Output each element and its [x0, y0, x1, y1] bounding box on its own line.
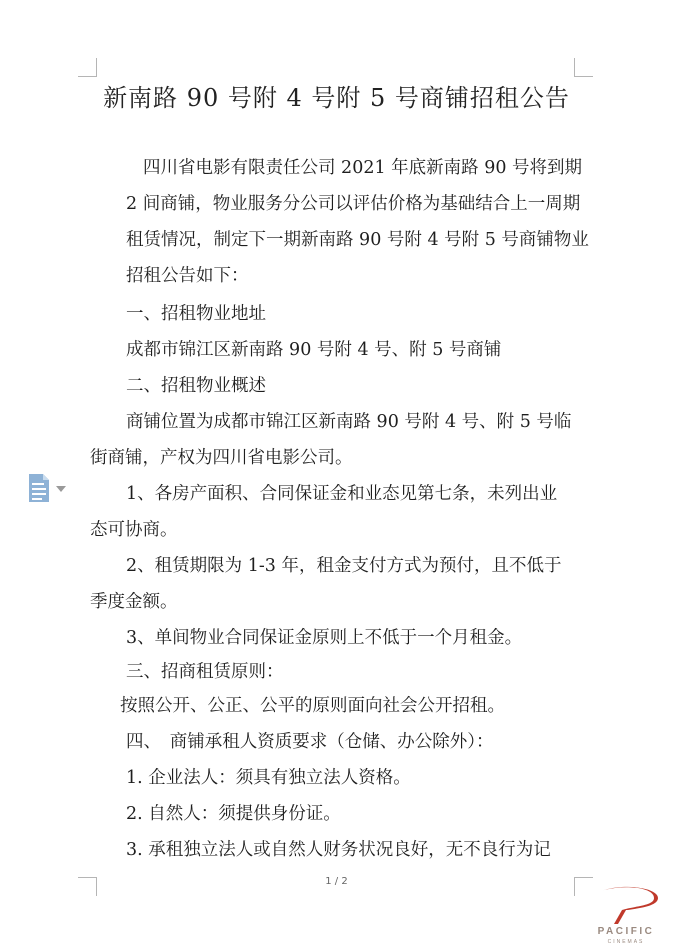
- body-line: 2、租赁期限为 1-3 年，租金支付方式为预付，且不低于: [126, 556, 562, 576]
- body-line: 四川省电影有限责任公司 2021 年底新南路 90 号将到期: [143, 158, 583, 178]
- body-line: 态可协商。: [90, 520, 178, 540]
- document-lines-icon[interactable]: [28, 470, 80, 506]
- body-line: 季度金额。: [90, 592, 178, 612]
- body-line: 1. 企业法人：须具有独立法人资格。: [126, 768, 411, 788]
- pacific-cinemas-logo: [584, 886, 668, 948]
- logo-tagline: CINEMAS: [607, 939, 645, 945]
- logo-wordmark: PACIFIC: [597, 926, 655, 937]
- body-line: 3. 承租独立法人或自然人财务状况良好，无不良行为记: [126, 840, 551, 860]
- logo-swoosh-icon: [584, 886, 668, 926]
- section-heading: 一、招租物业地址: [126, 304, 266, 324]
- page-corner-mark-top-left: [78, 58, 97, 77]
- body-line: 2. 自然人：须提供身份证。: [126, 804, 341, 824]
- body-line: 租赁情况，制定下一期新南路 90 号附 4 号附 5 号商铺物业: [126, 230, 589, 250]
- body-line: 1、各房产面积、合同保证金和业态见第七条，未列出业: [126, 484, 558, 504]
- body-line: 街商铺，产权为四川省电影公司。: [90, 448, 353, 468]
- body-line: 3、单间物业合同保证金原则上不低于一个月租金。: [126, 628, 523, 648]
- dropdown-arrow-icon[interactable]: [56, 486, 66, 492]
- body-line: 商铺位置为成都市锦江区新南路 90 号附 4 号、附 5 号临: [126, 412, 572, 432]
- page-corner-mark-top-right: [574, 58, 593, 77]
- body-line: 按照公开、公正、公平的原则面向社会公开招租。: [120, 696, 505, 716]
- body-line: 成都市锦江区新南路 90 号附 4 号、附 5 号商铺: [126, 340, 502, 360]
- page-number: 1 / 2: [325, 876, 348, 887]
- section-heading: 二、招租物业概述: [126, 376, 266, 396]
- section-heading: 三、招商租赁原则：: [126, 662, 284, 682]
- body-line: 2 间商铺，物业服务分公司以评估价格为基础结合上一周期: [126, 194, 581, 214]
- doc-glyph-icon: [28, 473, 50, 503]
- document-title: 新南路 90 号附 4 号附 5 号商铺招租公告: [103, 84, 570, 112]
- body-line: 招租公告如下：: [126, 266, 249, 286]
- section-heading: 四、 商铺承租人资质要求（仓储、办公除外）：: [126, 732, 494, 752]
